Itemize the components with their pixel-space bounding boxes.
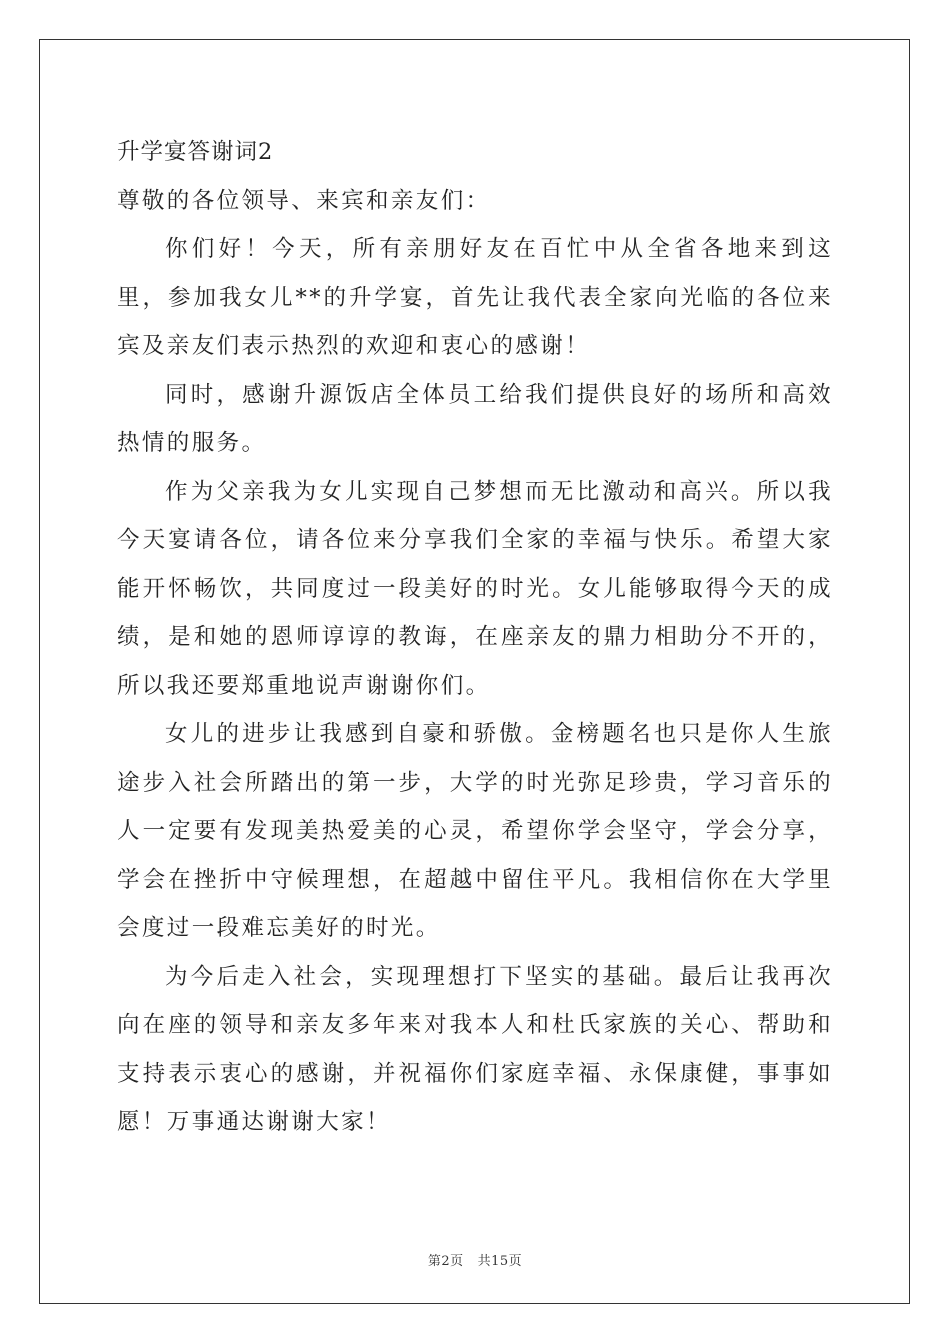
paragraph-thanks-hotel: 同时，感谢升源饭店全体员工给我们提供良好的场所和高效热情的服务。 [117,381,833,456]
document-body [117,128,833,1147]
paragraph-closing: 为今后走入社会，实现理想打下坚实的基础。最后让我再次向在座的领导和亲友多年来对我本人和杜氏家族的关心、帮助和支持表示衷心的感谢，并祝福你们家庭幸福、永保康健，事事如愿！万事通达谢谢大家！ [117,963,833,1135]
paragraph-daughter: 女儿的进步让我感到自豪和骄傲。金榜题名也只是你人生旅途步入社会所踏出的第一步，大学的时光弥足珍贵，学习音乐的人一定要有发现美热爱美的心灵，希望你学会坚守，学会分享，学会在挫折中守候理想，在超越中留住平凡。我相信你在大学里会度过一段难忘美好的时光。 [117,721,833,941]
page-number: 第2页 [427,1254,464,1269]
paragraph-father: 作为父亲我为女儿实现自己梦想而无比激动和高兴。所以我今天宴请各位，请各位来分享我们全家的幸福与快乐。希望大家能开怀畅饮，共同度过一段美好的时光。女儿能够取得今天的成绩，是和她的恩师谆谆的教诲，在座亲友的鼎力相助分不开的，所以我还要郑重地说声谢谢你们。 [117,478,833,699]
document-title: 升学宴答谢词2 [117,139,274,165]
page-total: 共15页 [477,1254,523,1269]
paragraph-greeting: 你们好！今天，所有亲朋好友在百忙中从全省各地来到这里，参加我女儿**的升学宴，首先让我代表全家向光临的各位来宾及亲友们表示热烈的欢迎和衷心的感谢！ [117,236,833,359]
page-footer [0,1250,950,1269]
salutation: 尊敬的各位领导、来宾和亲友们： [117,187,491,214]
